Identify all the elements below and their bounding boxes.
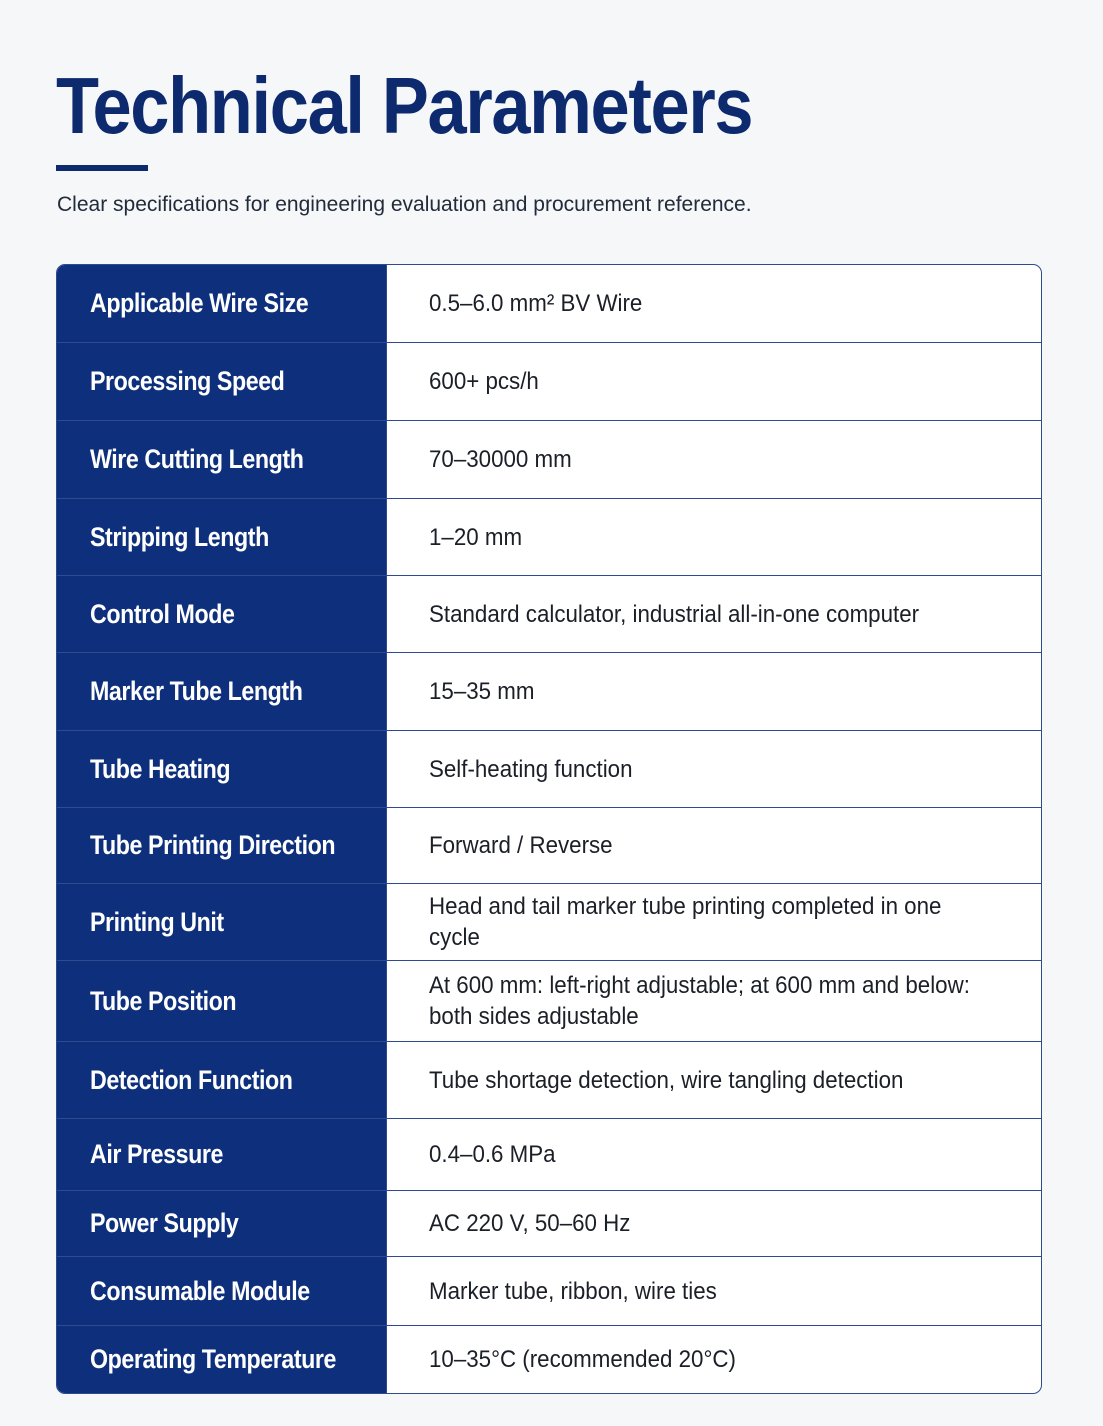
spec-label: Applicable Wire Size — [57, 265, 386, 342]
spec-value: 1–20 mm — [386, 499, 1041, 575]
spec-row-tube-position — [57, 961, 1041, 1042]
spec-value: Head and tail marker tube printing completed in one cycle — [386, 884, 1041, 960]
spec-label: Printing Unit — [57, 884, 386, 960]
spec-value: At 600 mm: left-right adjustable; at 600 mm and below: both sides adjustable — [386, 961, 1041, 1041]
spec-value: Self-heating function — [386, 731, 1041, 807]
spec-label: Power Supply — [57, 1191, 386, 1256]
spec-label: Tube Printing Direction — [57, 808, 386, 883]
spec-row-cutting-length — [57, 421, 1041, 499]
spec-row-wire-size — [57, 265, 1041, 343]
spec-row-air-pressure — [57, 1119, 1041, 1191]
spec-value: AC 220 V, 50–60 Hz — [386, 1191, 1041, 1256]
spec-value: Marker tube, ribbon, wire ties — [386, 1257, 1041, 1325]
spec-row-printing-direction — [57, 808, 1041, 884]
spec-row-power-supply — [57, 1191, 1041, 1257]
spec-label: Stripping Length — [57, 499, 386, 575]
spec-label: Wire Cutting Length — [57, 421, 386, 498]
spec-value: 70–30000 mm — [386, 421, 1041, 498]
spec-label: Marker Tube Length — [57, 653, 386, 730]
spec-label: Control Mode — [57, 576, 386, 652]
spec-value: 15–35 mm — [386, 653, 1041, 730]
spec-row-stripping-length — [57, 499, 1041, 576]
spec-value: Tube shortage detection, wire tangling detection — [386, 1042, 1041, 1118]
spec-label: Air Pressure — [57, 1119, 386, 1190]
spec-label: Consumable Module — [57, 1257, 386, 1325]
page-subtitle: Clear specifications for engineering evaluation and procurement reference. — [57, 193, 752, 216]
spec-value: Standard calculator, industrial all-in-one computer — [386, 576, 1041, 652]
spec-table — [56, 264, 1042, 1394]
title-underline — [56, 165, 148, 171]
spec-value: 600+ pcs/h — [386, 343, 1041, 420]
spec-value: Forward / Reverse — [386, 808, 1041, 883]
spec-row-operating-temperature — [57, 1326, 1041, 1393]
spec-label: Processing Speed — [57, 343, 386, 420]
spec-row-consumable-module — [57, 1257, 1041, 1326]
spec-label: Tube Position — [57, 961, 386, 1041]
spec-row-processing-speed — [57, 343, 1041, 421]
page-title: Technical Parameters — [56, 61, 753, 150]
spec-row-tube-heating — [57, 731, 1041, 808]
spec-label: Tube Heating — [57, 731, 386, 807]
spec-row-marker-tube-length — [57, 653, 1041, 731]
spec-value: 0.5–6.0 mm² BV Wire — [386, 265, 1041, 342]
spec-row-control-mode — [57, 576, 1041, 653]
spec-value: 10–35°C (recommended 20°C) — [386, 1326, 1041, 1393]
spec-value: 0.4–0.6 MPa — [386, 1119, 1041, 1190]
spec-label: Detection Function — [57, 1042, 386, 1118]
spec-label: Operating Temperature — [57, 1326, 386, 1393]
spec-row-printing-unit — [57, 884, 1041, 961]
spec-row-detection-function — [57, 1042, 1041, 1119]
